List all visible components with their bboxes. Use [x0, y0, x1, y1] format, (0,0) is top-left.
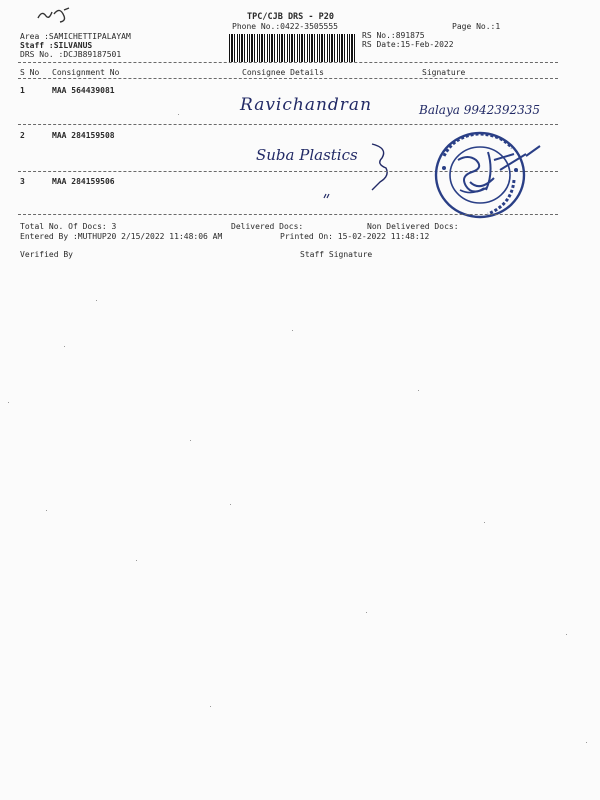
non-delivered-docs: Non Delivered Docs:	[367, 222, 459, 231]
divider	[18, 214, 558, 215]
column-header-consignment: Consignment No	[52, 68, 120, 77]
document-title: TPC/CJB DRS - P20	[247, 12, 334, 22]
delivered-docs: Delivered Docs:	[231, 222, 304, 231]
staff-label: Staff :SILVANUS	[20, 41, 93, 50]
brace-scribble	[368, 140, 394, 192]
rs-date: RS Date:15-Feb-2022	[362, 40, 454, 49]
scan-speck	[8, 402, 9, 403]
verified-by: Verified By	[20, 250, 73, 259]
scan-speck	[366, 612, 367, 613]
divider	[18, 62, 558, 63]
total-docs: Total No. Of Docs: 3	[20, 222, 117, 231]
staff-signature: Staff Signature	[300, 250, 373, 259]
column-header-consignee: Consignee Details	[242, 68, 324, 77]
row-2-consignee-handwritten: Suba Plastics	[256, 146, 358, 164]
printed-on: Printed On: 15-02-2022 11:48:12	[280, 232, 430, 241]
column-header-sno: S No	[20, 68, 40, 77]
page-number: Page No.:1	[452, 22, 501, 31]
row-3-consignment: MAA 284159506	[52, 177, 115, 186]
scribble-mark	[34, 4, 74, 26]
scan-speck	[418, 390, 419, 391]
scan-speck	[190, 440, 191, 441]
row-1-signature-handwritten: Balaya 9942392335	[419, 103, 541, 117]
entered-by: Entered By :MUTHUP20 2/15/2022 11:48:06 AM	[20, 232, 223, 241]
company-stamp	[430, 130, 552, 224]
scan-speck	[136, 560, 137, 561]
scan-speck	[484, 522, 485, 523]
phone-number: Phone No.:0422-3505555	[232, 22, 338, 31]
row-1-consignment: MAA 564439081	[52, 86, 115, 95]
row-2-consignment: MAA 284159508	[52, 131, 115, 140]
scan-speck	[46, 510, 47, 511]
barcode	[229, 34, 355, 62]
scan-speck	[178, 114, 179, 115]
scan-speck	[230, 504, 231, 505]
scan-speck	[96, 300, 97, 301]
area-label: Area :SAMICHETTIPALAYAM	[20, 32, 131, 41]
scan-speck	[64, 346, 65, 347]
divider	[18, 124, 558, 125]
row-3-sno: 3	[20, 177, 25, 186]
scan-speck	[210, 706, 211, 707]
drs-number: DRS No. :DCJB89187501	[20, 50, 122, 59]
column-header-signature: Signature	[422, 68, 466, 77]
row-1-sno: 1	[20, 86, 25, 95]
scan-speck	[586, 742, 587, 743]
rs-number: RS No.:891875	[362, 31, 425, 40]
ink-mark	[323, 192, 331, 200]
divider	[18, 78, 558, 79]
row-2-sno: 2	[20, 131, 25, 140]
scan-speck	[566, 634, 567, 635]
row-1-consignee-handwritten: Ravichandran	[240, 95, 373, 115]
scan-speck	[292, 330, 293, 331]
